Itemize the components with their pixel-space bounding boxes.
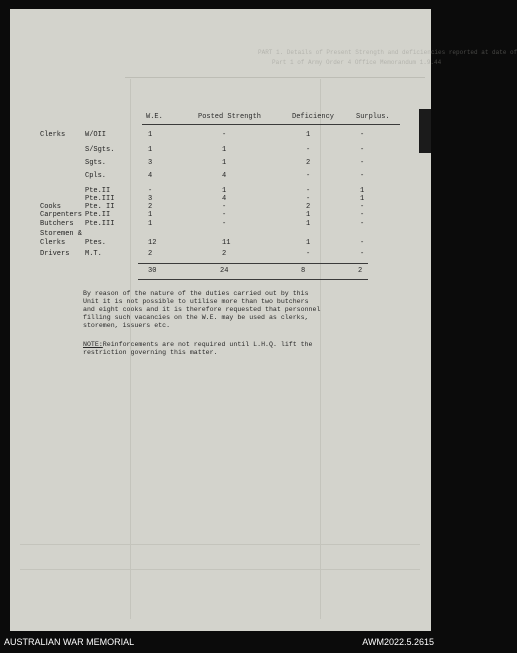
row-surplus: - xyxy=(360,250,365,258)
row-posted: - xyxy=(222,211,227,219)
paragraph-line: storemen, issuers etc. xyxy=(83,322,171,329)
paragraph-line: filling such vacancies on the W.E. may be used as clerks, xyxy=(83,314,309,321)
row-surplus: - xyxy=(360,131,365,139)
row-rank: Pte.III xyxy=(85,195,115,203)
row-surplus: - xyxy=(360,146,365,154)
row-we: 3 xyxy=(148,159,153,167)
row-we: 1 xyxy=(148,220,153,228)
row-posted: 2 xyxy=(222,250,227,258)
row-rank: Ptes. xyxy=(85,239,107,247)
ghost-column-line xyxy=(320,79,321,619)
dark-tab xyxy=(419,109,431,153)
row-posted: 1 xyxy=(222,146,227,154)
row-we: 1 xyxy=(148,131,153,139)
row-group: Cooks xyxy=(40,203,62,211)
row-deficiency: 1 xyxy=(306,211,311,219)
row-posted: - xyxy=(222,220,227,228)
row-we: 2 xyxy=(148,250,153,258)
row-posted: 1 xyxy=(222,159,227,167)
row-we: 2 xyxy=(148,203,153,211)
row-deficiency: 1 xyxy=(306,131,311,139)
row-we: 1 xyxy=(148,211,153,219)
row-rank: M.T. xyxy=(85,250,102,258)
row-posted: - xyxy=(222,203,227,211)
row-surplus: 1 xyxy=(360,195,365,203)
row-rank: Pte.III xyxy=(85,220,115,228)
row-rank: S/Sgts. xyxy=(85,146,115,154)
row-posted: - xyxy=(222,131,227,139)
row-we: 12 xyxy=(148,239,157,247)
footer-right: AWM2022.5.2615 xyxy=(362,637,434,647)
document-page xyxy=(10,9,517,631)
row-group: Butchers xyxy=(40,220,74,228)
row-deficiency: 1 xyxy=(306,220,311,228)
row-rank: Pte.II xyxy=(85,187,111,195)
row-group: Drivers xyxy=(40,250,70,258)
total-rule-top xyxy=(138,263,368,264)
row-group: Storemen & xyxy=(40,230,83,238)
note-line-1 xyxy=(83,341,313,349)
row-surplus: - xyxy=(360,203,365,211)
row-rank: Pte.II xyxy=(85,211,111,219)
row-deficiency: 1 xyxy=(306,239,311,247)
header-rule xyxy=(142,124,400,125)
row-deficiency: - xyxy=(306,250,311,258)
row-deficiency: - xyxy=(306,195,311,203)
ghost-row-line xyxy=(20,569,420,570)
row-surplus: - xyxy=(360,211,365,219)
header-deficiency: Deficiency xyxy=(292,113,335,121)
total-rule-bottom xyxy=(138,279,368,280)
bleed-rule xyxy=(125,77,425,78)
bleed-through-line-1: PART 1. Details of Present Strength and deficiencies reported at date of xyxy=(258,49,517,56)
row-surplus: - xyxy=(360,159,365,167)
row-posted: 1 xyxy=(222,187,227,195)
row-deficiency: - xyxy=(306,187,311,195)
row-deficiency: 2 xyxy=(306,159,311,167)
row-group: Clerks xyxy=(40,131,66,139)
total-deficiency: 8 xyxy=(301,267,306,275)
header-we: W.E. xyxy=(146,113,163,121)
row-we: 4 xyxy=(148,172,153,180)
paragraph-line: and eight cooks and it is therefore requested that personnel xyxy=(83,306,321,313)
row-rank: Sgts. xyxy=(85,159,107,167)
row-we: 1 xyxy=(148,146,153,154)
row-we: - xyxy=(148,187,153,195)
note-label: NOTE: xyxy=(83,341,103,348)
total-posted: 24 xyxy=(220,267,229,275)
row-rank: Cpls. xyxy=(85,172,107,180)
paragraph-line: Unit it is not possible to utilise more than two butchers xyxy=(83,298,309,305)
row-deficiency: - xyxy=(306,172,311,180)
row-posted: 11 xyxy=(222,239,231,247)
note-line-2: restriction governing this matter. xyxy=(83,349,218,356)
header-posted-strength: Posted Strength xyxy=(198,113,262,121)
row-posted: 4 xyxy=(222,172,227,180)
row-rank: Pte. II xyxy=(85,203,115,211)
row-surplus: - xyxy=(360,220,365,228)
row-group: Clerks xyxy=(40,239,66,247)
ghost-row-line xyxy=(20,544,420,545)
row-surplus: - xyxy=(360,172,365,180)
row-deficiency: 2 xyxy=(306,203,311,211)
row-surplus: 1 xyxy=(360,187,365,195)
total-we: 30 xyxy=(148,267,157,275)
footer-left: AUSTRALIAN WAR MEMORIAL xyxy=(4,637,135,647)
row-rank: W/OII xyxy=(85,131,107,139)
row-deficiency: - xyxy=(306,146,311,154)
total-surplus: 2 xyxy=(358,267,363,275)
note-text: Reinforcements are not required until L.H.Q. lift the xyxy=(102,341,313,348)
row-posted: 4 xyxy=(222,195,227,203)
row-we: 3 xyxy=(148,195,153,203)
row-group: Carpenters xyxy=(40,211,83,219)
paragraph-line: By reason of the nature of the duties carried out by this xyxy=(83,290,309,297)
bleed-through-line-2: Part 1 of Army Order 4 Office Memorandum 1.9.44 xyxy=(272,59,442,66)
row-surplus: - xyxy=(360,239,365,247)
header-surplus: Surplus. xyxy=(356,113,390,121)
